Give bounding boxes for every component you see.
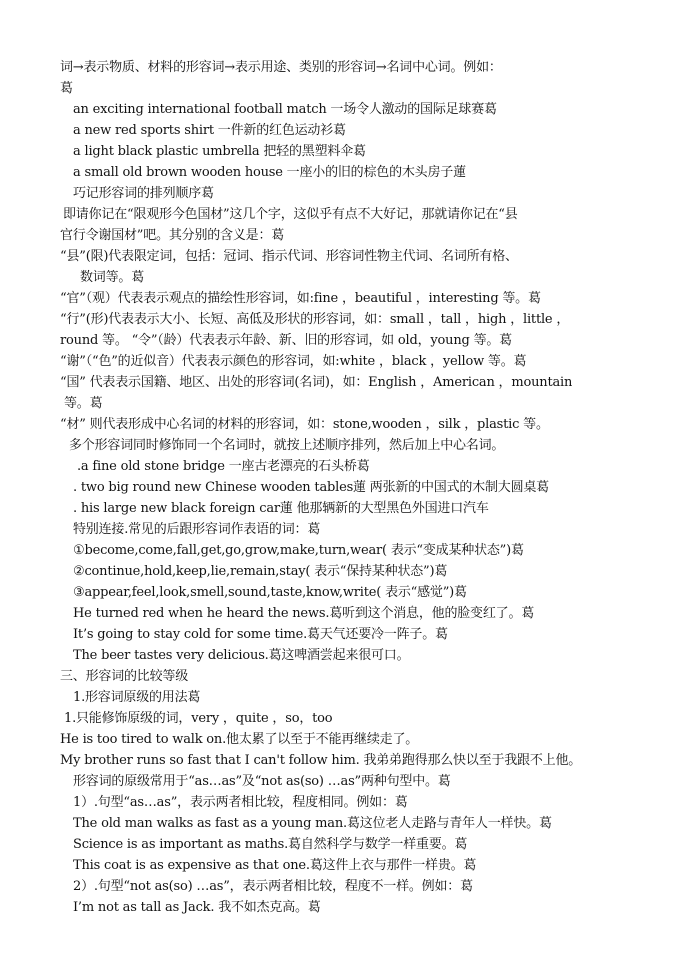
text-line: 多个形容词同时修饰同一个名词时，就按上述顺序排列，然后加上中心名词。 xyxy=(69,438,505,453)
text-line: 葛 xyxy=(60,81,73,96)
text-line: My brother runs so fast that I can't follow him. 我弟弟跑得那么快以至于我跟不上他。 xyxy=(60,753,582,768)
text-line: round 等。 “令”（龄）代表表示年龄、新、旧的形容词，如 old，young 等。葛 xyxy=(60,333,512,348)
text-line: . his large new black foreign car蓮 他那辆新的大型黑色外国进口汽车 xyxy=(73,501,489,516)
text-line: . two big round new Chinese wooden tables蓮 两张新的中国式的木制大圆桌葛 xyxy=(73,480,549,495)
text-line: 2）.句型“not as(so) …as”，表示两者相比较，程度不一样。例如：葛 xyxy=(73,879,473,894)
text-line: 等。葛 xyxy=(64,396,103,411)
text-line: a new red sports shirt 一件新的红色运动衫葛 xyxy=(73,123,346,138)
text-line: It’s going to stay cold for some time.葛天气还要冷一阵子。葛 xyxy=(73,627,448,642)
text-line: ③appear,feel,look,smell,sound,taste,know,write( 表示“感觉”)葛 xyxy=(73,585,467,600)
text-line: The old man walks as fast as a young man.葛这位老人走路与青年人一样快。葛 xyxy=(73,816,552,831)
subsection-heading: 1.形容词原级的用法葛 xyxy=(73,690,201,705)
text-line: a small old brown wooden house 一座小的旧的棕色的木头房子蓮 xyxy=(73,165,466,180)
text-line: 数词等。葛 xyxy=(80,270,145,285)
text-line: 即请你记在“限观形今色国材”这几个字，这似乎有点不大好记，那就请你记在“县 xyxy=(63,207,518,222)
text-line: a light black plastic umbrella 把轻的黑塑料伞葛 xyxy=(73,144,366,159)
text-line: He is too tired to walk on.他太累了以至于不能再继续走了。 xyxy=(60,732,419,747)
section-heading: 三、形容词的比较等级 xyxy=(60,669,189,684)
text-line: “国” 代表表示国籍、地区、出处的形容词(名词)，如：English ，American ，mountain xyxy=(60,375,573,390)
text-line: 1.只能修饰原级的词，very ，quite ，so，too xyxy=(64,711,333,726)
text-line: 词→表示物质、材料的形容词→表示用途、类别的形容词→名词中心词。例如： xyxy=(60,60,502,75)
text-line: “谢”（“色”的近似音）代表表示颜色的形容词，如:white ，black ，yellow 等。葛 xyxy=(60,354,527,369)
text-line: .a fine old stone bridge 一座古老漂亮的石头桥葛 xyxy=(77,459,370,474)
text-line: I’m not as tall as Jack. 我不如杰克高。葛 xyxy=(73,900,321,915)
text-line: “行”(形)代表表示大小、长短、高低及形状的形容词，如：small ，tall ，high ，little ， xyxy=(60,312,570,327)
text-line: 巧记形容词的排列顺序葛 xyxy=(73,186,214,201)
text-line: “官”（观）代表表示观点的描绘性形容词，如:fine ，beautiful ，interesting 等。葛 xyxy=(60,291,541,306)
text-line: 特别连接.常见的后跟形容词作表语的词：葛 xyxy=(73,522,321,537)
text-line: 官行令谢国材”吧。其分别的含义是：葛 xyxy=(60,228,285,243)
text-line: “材” 则代表形成中心名词的材料的形容词，如：stone,wooden ，silk ，plastic 等。 xyxy=(60,417,549,432)
text-line: ①become,come,fall,get,go,grow,make,turn,wear( 表示“变成某种状态”)葛 xyxy=(73,543,524,558)
text-line: The beer tastes very delicious.葛这啤酒尝起来很可口。 xyxy=(73,648,410,663)
text-line: ②continue,hold,keep,lie,remain,stay( 表示“保持某种状态”)葛 xyxy=(73,564,448,579)
text-line: an exciting international football match 一场令人激动的国际足球赛葛 xyxy=(73,102,497,117)
text-line: Science is as important as maths.葛自然科学与数学一样重要。葛 xyxy=(73,837,468,852)
text-line: This coat is as expensive as that one.葛这件上衣与那件一样贵。葛 xyxy=(73,858,477,873)
text-line: 形容词的原级常用于“as…as”及“not as(so) …as”两种句型中。葛 xyxy=(73,774,451,789)
text-line: “县”(限)代表限定词，包括：冠词、指示代词、形容词性物主代词、名词所有格、 xyxy=(60,249,518,264)
text-line: He turned red when he heard the news.葛听到这个消息，他的脸变红了。葛 xyxy=(73,606,535,621)
text-line: 1）.句型“as…as”，表示两者相比较，程度相同。例如：葛 xyxy=(73,795,408,810)
